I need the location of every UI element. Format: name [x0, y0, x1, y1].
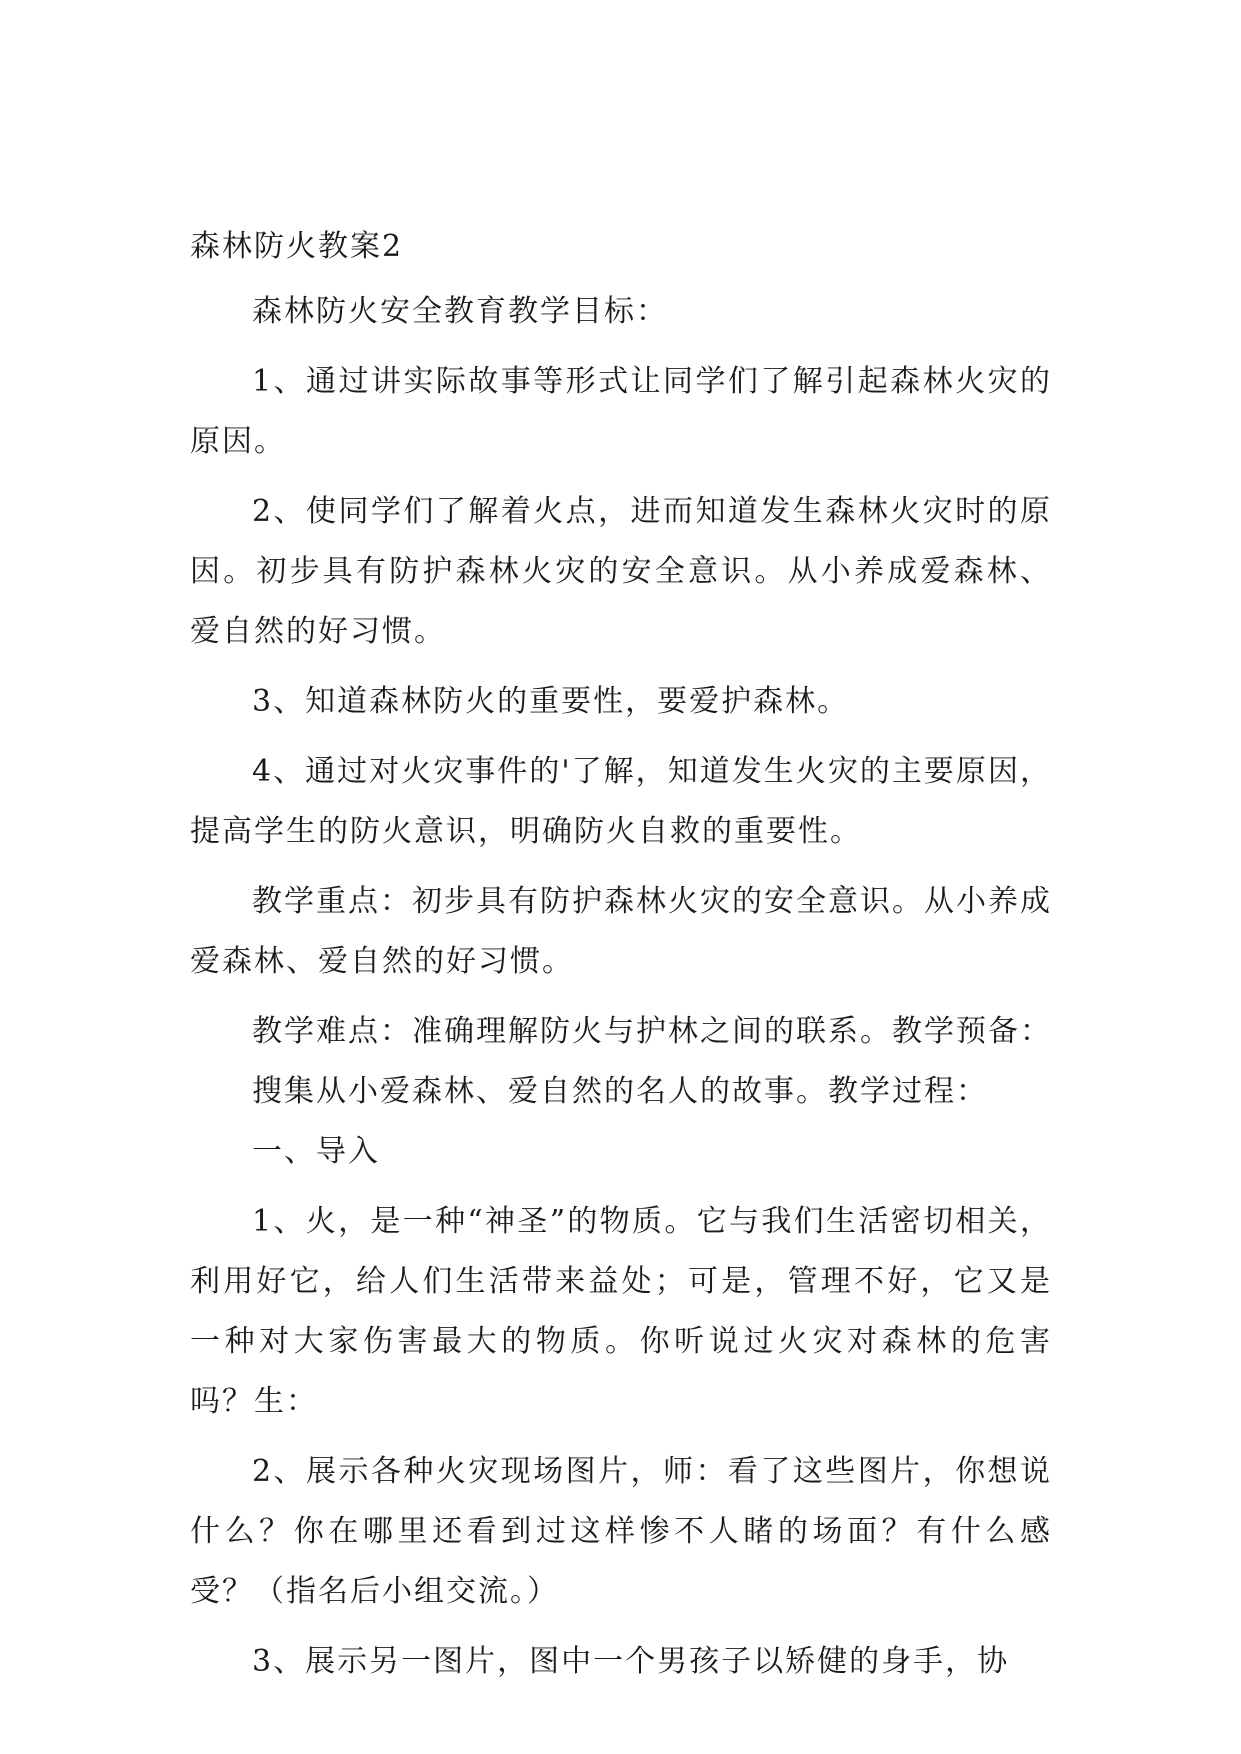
- paragraph-objective-1: 1、通过讲实际故事等形式让同学们了解引起森林火灾的原因。: [190, 364, 1052, 459]
- paragraph-objective-3: 3、知道森林防火的重要性，要爱护森林。: [252, 684, 850, 719]
- paragraph-difficulties: 教学难点：准确理解防火与护林之间的联系。教学预备：: [252, 1014, 1052, 1049]
- paragraph-objectives-heading: 森林防火安全教育教学目标：: [252, 294, 668, 329]
- paragraph-intro-1: 1、火，是一种“神圣”的物质。它与我们生活密切相关，利用好它，给人们生活带来益处；可是，管理不好，它又是一种对大家伤害最大的物质。你听说过火灾对森林的危害吗？生：: [190, 1204, 1052, 1419]
- paragraph-objective-2: 2、使同学们了解着火点，进而知道发生森林火灾时的原因。初步具有防护森林火灾的安全意识。从小养成爱森林、爱自然的好习惯。: [190, 494, 1052, 649]
- paragraph-intro-2: 2、展示各种火灾现场图片，师：看了这些图片，你想说什么？你在哪里还看到过这样惨不人睹的场面？有什么感受？（指名后小组交流。）: [190, 1454, 1052, 1609]
- section-heading-introduction: 一、导入: [252, 1134, 380, 1169]
- document-body: [190, 222, 1052, 1692]
- paragraph-objective-4: 4、通过对火灾事件的'了解，知道发生火灾的主要原因，提高学生的防火意识，明确防火自救的重要性。: [190, 754, 1052, 849]
- document-title: 森林防火教案2: [190, 229, 404, 264]
- paragraph-preparation: 搜集从小爱森林、爱自然的名人的故事。教学过程：: [252, 1074, 988, 1109]
- paragraph-key-points: 教学重点：初步具有防护森林火灾的安全意识。从小养成爱森林、爱自然的好习惯。: [190, 884, 1052, 979]
- paragraph-intro-3: 3、展示另一图片，图中一个男孩子以矫健的身手，协: [252, 1644, 1010, 1679]
